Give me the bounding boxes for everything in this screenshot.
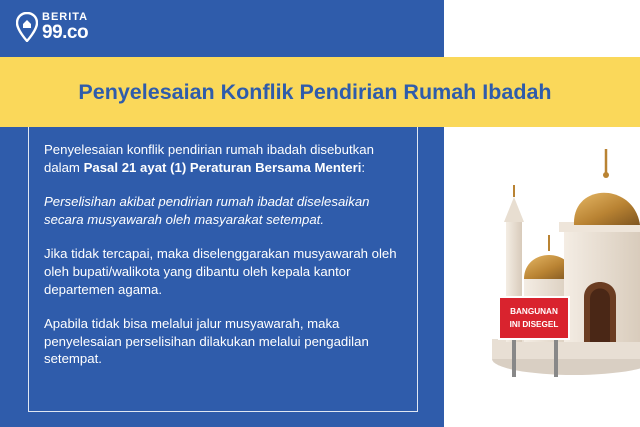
sealed-sign: [499, 297, 569, 339]
intro-text: Penyelesaian konflik pendirian rumah ibadah disebutkan dalam: [44, 142, 374, 175]
paragraph-quote: Perselisihan akibat pendirian rumah ibadat diselesaikan secara musyawarah oleh masyarakat setempat.: [44, 194, 370, 227]
main-dome: [574, 193, 640, 225]
paragraph-mediation: Jika tidak tercapai, maka diselenggarakan musyawarah oleh oleh bupati/walikota yang dibantu oleh kepala kantor departemen agama.: [44, 246, 397, 297]
brand-line-2: 99.co: [42, 22, 89, 43]
brand-line-1: BERITA: [42, 11, 89, 23]
page-title: Penyelesaian Konflik Pendirian Rumah Ibadah: [78, 79, 552, 104]
title-banner: [0, 57, 640, 127]
mosque-illustration: [444, 127, 640, 427]
article-body: [44, 141, 404, 385]
law-reference: Pasal 21 ayat (1) Peraturan Bersama Menteri: [83, 159, 362, 175]
sign-line-1: BANGUNAN: [510, 307, 558, 316]
brand-logo: [16, 12, 88, 42]
brand-wordmark: [42, 12, 88, 42]
intro-colon: :: [361, 159, 366, 175]
paragraph-intro: [44, 141, 404, 176]
paragraph-court: Apabila tidak bisa melalui jalur musyawarah, maka penyelesaian perselisihan dilakukan melalui pengadilan setempat.: [44, 316, 369, 367]
sign-line-2: INI DISEGEL: [509, 320, 559, 329]
location-pin-icon: [16, 12, 38, 42]
